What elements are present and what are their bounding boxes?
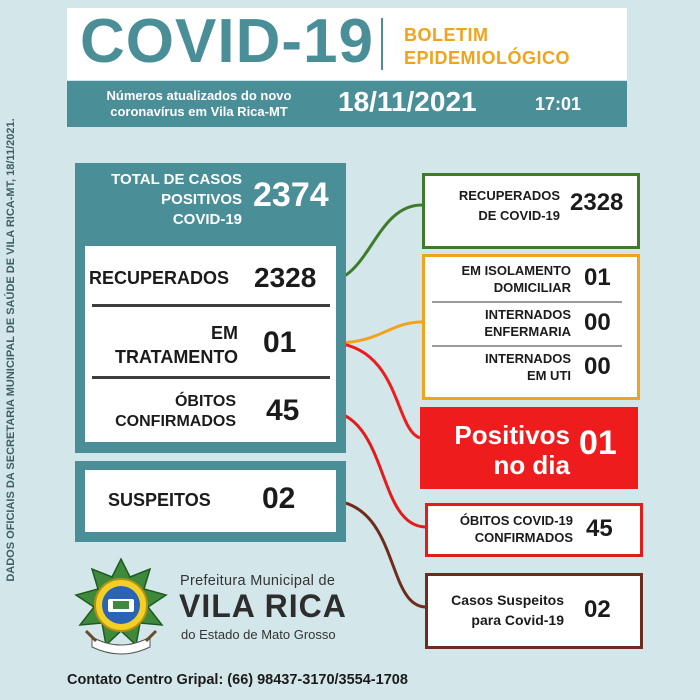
suspects-value: 02 [262, 482, 296, 515]
recovered-label: RECUPERADOS [89, 268, 230, 288]
deaths-detail-line-1: ÓBITOS COVID-19 [459, 513, 573, 528]
ward-value: 00 [584, 309, 611, 336]
header-note-line-1: Números atualizados do novo [106, 88, 292, 103]
subtitle-line-1: BOLETIM [404, 25, 489, 45]
treatment-divider-1 [432, 301, 622, 303]
logo-line-2: VILA RICA [179, 588, 347, 624]
positive-day-line-1: Positivos [454, 420, 570, 450]
ward-label-line-1: INTERNADOS [485, 307, 571, 322]
suspects-detail-line-1: Casos Suspeitos [451, 592, 564, 608]
deaths-value: 45 [266, 394, 300, 427]
bulletin-time: 17:01 [535, 94, 582, 114]
recovered-detail-label [426, 186, 560, 226]
treatment-label-line-1: EM [211, 323, 238, 343]
recovered-detail-line-1: RECUPERADOS [458, 188, 560, 203]
connector-treatment-orange [336, 322, 422, 343]
total-cases-value: 2374 [253, 176, 329, 214]
deaths-label [98, 392, 236, 432]
isolation-label-line-1: EM ISOLAMENTO [461, 263, 571, 278]
suspects-label: SUSPEITOS [108, 490, 211, 510]
bulletin-date: 18/11/2021 [338, 86, 477, 117]
subtitle-line-2: EPIDEMIOLÓGICO [404, 48, 571, 68]
icu-label [426, 350, 571, 384]
deaths-detail-label [428, 512, 573, 546]
positive-day-value: 01 [579, 424, 617, 462]
suspects-detail-value: 02 [584, 596, 611, 623]
connector-treatment-red [336, 343, 420, 438]
header-note-line-2: coronavírus em Vila Rica-MT [110, 104, 288, 119]
icu-label-line-2: EM UTI [526, 368, 571, 383]
side-source-note-text: DADOS OFICIAIS DA SECRETARIA MUNICIPAL DE SAÚDE DE VILA RICA-MT, 18/11/2021. [5, 118, 17, 582]
deaths-label-line-1: ÓBITOS [174, 393, 236, 410]
isolation-label [426, 262, 571, 296]
treatment-value: 01 [263, 326, 297, 359]
deaths-detail-value: 45 [586, 515, 613, 542]
ward-label-line-2: ENFERMARIA [484, 324, 571, 339]
total-label-line-1: TOTAL DE CASOS [111, 171, 242, 188]
recovered-value: 2328 [254, 262, 317, 293]
icu-value: 00 [584, 353, 611, 380]
logo-line-3: do Estado de Mato Grosso [181, 627, 336, 642]
deaths-label-line-2: CONFIRMADOS [115, 413, 236, 430]
suspects-detail-label [428, 590, 564, 630]
positive-day-line-2: no dia [493, 450, 570, 480]
summary-divider-1 [92, 304, 330, 307]
isolation-label-line-2: DOMICILIAR [493, 280, 571, 295]
ward-label [426, 306, 571, 340]
recovered-detail-line-2: DE COVID-19 [478, 208, 560, 223]
recovered-detail-value: 2328 [570, 189, 624, 216]
deaths-detail-line-2: CONFIRMADOS [474, 530, 573, 545]
treatment-divider-2 [432, 345, 622, 347]
footer-contact: Contato Centro Gripal: (66) 98437-3170/3554-1708 [67, 672, 408, 688]
total-label-line-2: POSITIVOS [161, 191, 242, 208]
municipal-crest-icon [72, 557, 170, 662]
isolation-value: 01 [584, 264, 611, 291]
treatment-label-line-2: TRATAMENTO [115, 347, 238, 367]
logo-line-1: Prefeitura Municipal de [180, 573, 336, 589]
treatment-label [98, 321, 238, 369]
icu-label-line-1: INTERNADOS [485, 351, 571, 366]
page-title: COVID-19 [80, 7, 374, 76]
total-cases-label [80, 170, 242, 230]
summary-divider-2 [92, 376, 330, 379]
total-label-line-3: COVID-19 [172, 211, 242, 228]
suspects-detail-line-2: para Covid-19 [471, 612, 564, 628]
positive-day-label [428, 420, 570, 480]
